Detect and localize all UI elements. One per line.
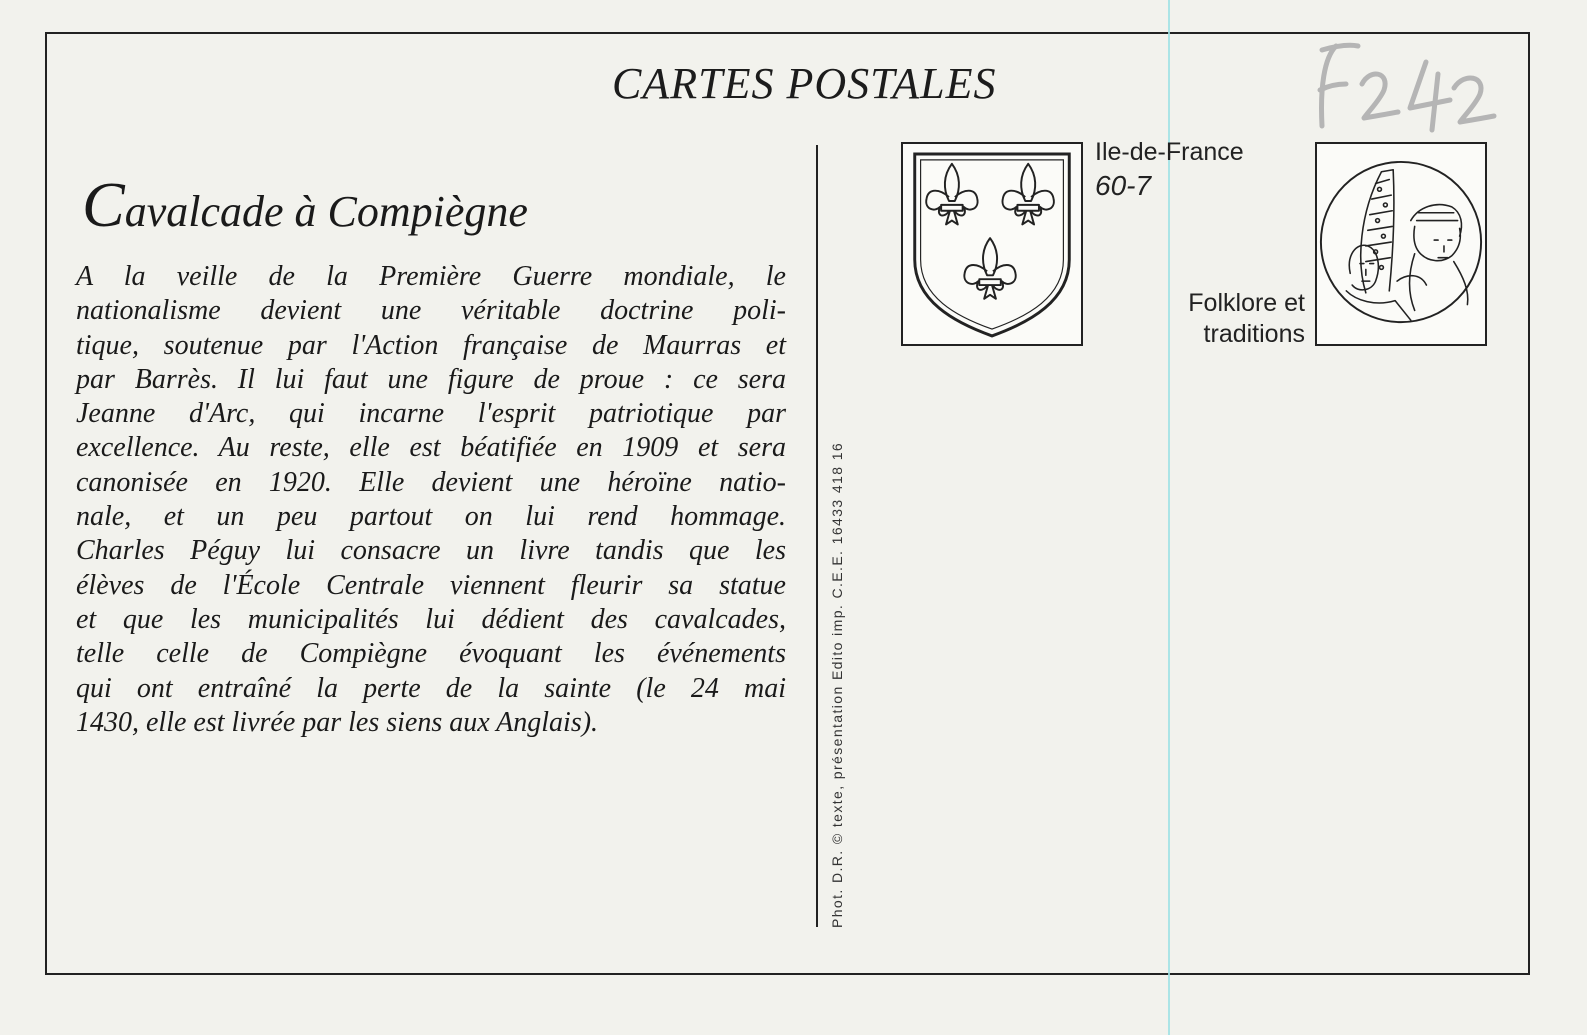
description-line: A la veille de la Première Guerre mondiale, le: [76, 261, 786, 292]
card-title: [82, 168, 528, 242]
region-name: Ile-de-France: [1095, 138, 1244, 166]
card-title-rest: avalcade à Compiègne: [124, 187, 528, 236]
handwritten-note: [1314, 38, 1504, 138]
description-line: canonisée en 1920. Elle devient une héroïne natio-: [76, 466, 786, 498]
description-line: nale, et un peu partout on lui rend hommage.: [76, 501, 786, 533]
card-title-initial: C: [82, 169, 125, 240]
category-label: [1188, 288, 1305, 350]
description-line: et que les municipalités lui dédient des cavalcades,: [76, 603, 786, 635]
photo-credit: Phot. D.R. © texte, présentation Edito imp. C.E.E. 16433 418 16: [829, 441, 845, 928]
description-line: Charles Péguy lui consacre un livre tandis que les: [76, 535, 786, 567]
description-line: excellence. Au reste, elle est béatifiée en 1909 et sera: [76, 432, 786, 464]
header-title: CARTES POSTALES: [612, 59, 997, 108]
vertical-divider: [816, 145, 818, 927]
description-line: Jeanne d'Arc, qui incarne l'esprit patriotique par: [76, 398, 786, 430]
description-text: [76, 260, 786, 740]
description-line: par Barrès. Il lui faut une figure de proue : ce sera: [76, 363, 786, 395]
description-line: 1430, elle est livrée par les siens aux Anglais).: [76, 706, 599, 738]
description-line: élèves de l'École Centrale viennent fleurir sa statue: [76, 569, 786, 601]
folklore-box: [1315, 142, 1487, 346]
category-line-2: traditions: [1203, 320, 1305, 348]
description-line: nationalisme devient une véritable doctrine poli-: [76, 295, 786, 327]
category-line-1: Folklore et: [1188, 289, 1305, 317]
description-line: qui ont entraîné la perte de la sainte (le 24 mai: [76, 672, 786, 704]
description-line: tique, soutenue par l'Action française de Maurras et: [76, 329, 786, 361]
region-code: 60-7: [1095, 170, 1152, 201]
description-line: telle celle de Compiègne évoquant les événements: [76, 638, 786, 670]
coat-of-arms-box: [901, 142, 1083, 346]
fleur-de-lis-shield-icon: [903, 144, 1081, 344]
costumed-figures-medallion-icon: [1317, 144, 1485, 344]
